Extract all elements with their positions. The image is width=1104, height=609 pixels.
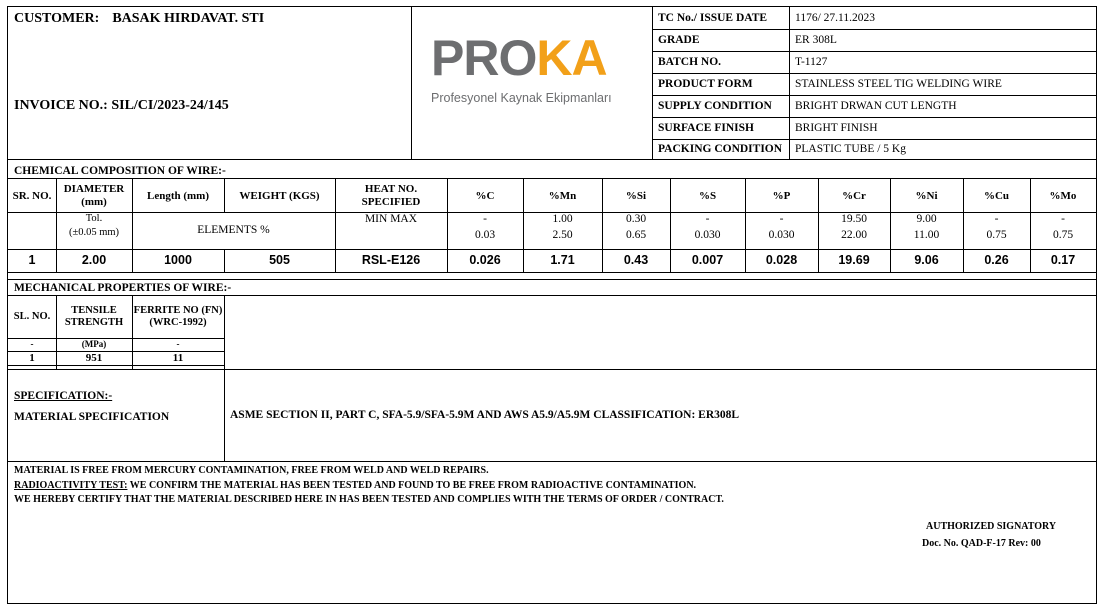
info-value: BRIGHT DRWAN CUT LENGTH — [795, 100, 957, 112]
minmax-label: MIN MAX — [364, 213, 418, 225]
chem-row-cell: 0.026 — [469, 253, 501, 268]
spec-min: 19.50 — [841, 213, 867, 225]
chemical-title: CHEMICAL COMPOSITION OF WIRE:- — [14, 165, 226, 177]
mech-header: SL. NO. — [13, 310, 51, 322]
info-value: PLASTIC TUBE / 5 Kg — [795, 143, 906, 155]
certificate-page — [7, 6, 1097, 604]
chem-row-cell: 2.00 — [81, 253, 107, 268]
material-specification-label: MATERIAL SPECIFICATION — [14, 411, 170, 423]
chem-header: %P — [772, 189, 791, 202]
chem-header: %C — [475, 189, 495, 202]
info-label: TC No./ ISSUE DATE — [658, 12, 768, 24]
info-label: BATCH NO. — [658, 56, 722, 68]
chem-header: Length (mm) — [146, 189, 210, 202]
chem-row-cell: 19.69 — [838, 253, 870, 268]
info-label: SURFACE FINISH — [658, 122, 754, 134]
spec-max: 0.030 — [768, 229, 795, 241]
spec-max: 0.75 — [1052, 229, 1074, 241]
spec-min: - — [994, 213, 999, 225]
info-label: PRODUCT FORM — [658, 78, 753, 90]
mechanical-title: MECHANICAL PROPERTIES OF WIRE:- — [14, 282, 232, 294]
mech-row-cell: 1 — [29, 351, 35, 364]
chem-header: SR. NO. — [12, 189, 52, 202]
mech-row-cell: 951 — [85, 351, 103, 364]
authorized-signatory: AUTHORIZED SIGNATORY — [926, 521, 1057, 532]
chem-row-cell: RSL-E126 — [361, 253, 421, 268]
mech-row-cell: 11 — [172, 351, 184, 364]
spec-min: - — [779, 213, 784, 225]
spec-max: 0.030 — [694, 229, 721, 241]
info-label: GRADE — [658, 34, 700, 46]
invoice-label: INVOICE NO.: — [14, 98, 108, 113]
chem-row-cell: 0.26 — [984, 253, 1009, 268]
info-label: SUPPLY CONDITION — [658, 100, 772, 112]
note-radioactivity — [14, 480, 696, 491]
info-value: STAINLESS STEEL TIG WELDING WIRE — [795, 78, 1002, 90]
logo-tagline: Profesyonel Kaynak Ekipmanları — [431, 91, 612, 105]
tol-value: (±0.05 mm) — [68, 227, 120, 238]
chem-row-cell: 0.007 — [691, 253, 724, 268]
spec-min: 0.30 — [625, 213, 647, 225]
tol-label: Tol. — [85, 213, 103, 224]
specification-title: SPECIFICATION:- — [14, 390, 113, 402]
elements-label: ELEMENTS % — [197, 224, 270, 237]
invoice — [14, 98, 229, 114]
radioactivity-label: RADIOACTIVITY TEST: — [14, 480, 128, 491]
mech-header: TENSILE STRENGTH — [64, 304, 124, 328]
logo-text-pro: PRO — [431, 30, 537, 86]
chem-row-cell: 505 — [269, 253, 290, 268]
customer-label: CUSTOMER: — [14, 11, 100, 26]
spec-max: 0.65 — [625, 229, 647, 241]
chem-header: %Mn — [548, 189, 577, 202]
invoice-number: SIL/CI/2023-24/145 — [111, 98, 229, 113]
mech-unit: - — [176, 339, 180, 350]
chem-row-cell: 1 — [28, 253, 36, 268]
note-mercury: MATERIAL IS FREE FROM MERCURY CONTAMINATION, FREE FROM WELD AND WELD REPAIRS. — [14, 465, 489, 476]
chem-row-cell: 0.17 — [1050, 253, 1076, 268]
spec-min: - — [705, 213, 710, 225]
customer — [14, 11, 264, 27]
spec-max: 0.75 — [986, 229, 1007, 241]
mech-header: FERRITE NO (FN) (WRC-1992) — [133, 304, 223, 328]
logo-text-ka: KA — [536, 30, 607, 86]
spec-min: - — [483, 213, 487, 225]
spec-max: 2.50 — [552, 229, 573, 241]
info-label: PACKING CONDITION — [658, 143, 783, 155]
note-certify: WE HEREBY CERTIFY THAT THE MATERIAL DESCRIBED HERE IN HAS BEEN TESTED AND COMPLIES WITH THE TERMS OF ORDER / CONTRACT. — [14, 494, 724, 505]
chem-row-cell: 0.43 — [623, 253, 649, 268]
chem-header: WEIGHT (KGS) — [239, 189, 320, 202]
chem-header: %Mo — [1049, 189, 1077, 202]
material-specification-value: ASME SECTION II, PART C, SFA-5.9/SFA-5.9M AND AWS A5.9/A5.9M CLASSIFICATION: ER308L — [230, 409, 740, 421]
spec-max: 22.00 — [841, 229, 867, 241]
chem-header: %Cu — [983, 189, 1010, 202]
spec-min: 1.00 — [552, 213, 573, 225]
chem-header: %Cr — [842, 189, 866, 202]
info-value: BRIGHT FINISH — [795, 122, 878, 134]
info-value: ER 308L — [795, 34, 837, 46]
spec-max: 0.03 — [474, 229, 496, 241]
radioactivity-text: WE CONFIRM THE MATERIAL HAS BEEN TESTED AND FOUND TO BE FREE FROM RADIOACTIVE CONTAMINATION. — [127, 480, 697, 491]
document-number: Doc. No. QAD-F-17 Rev: 00 — [922, 538, 1041, 549]
chem-header: %S — [698, 189, 717, 202]
chem-row-cell: 9.06 — [914, 253, 939, 268]
customer-name: BASAK HIRDAVAT. STI — [112, 11, 265, 26]
info-value: T-1127 — [795, 56, 828, 68]
chem-row-cell: 0.028 — [765, 253, 798, 268]
info-value: 1176/ 27.11.2023 — [795, 12, 875, 24]
mech-unit: - — [30, 339, 34, 350]
chem-header: HEAT NO. SPECIFIED — [361, 183, 421, 208]
spec-min: - — [1061, 213, 1065, 225]
spec-max: 11.00 — [913, 229, 940, 241]
spec-min: 9.00 — [916, 213, 937, 225]
chem-row-cell: 1.71 — [550, 253, 575, 268]
chem-row-cell: 1000 — [164, 253, 192, 268]
chem-header: %Ni — [915, 189, 938, 202]
proka-logo — [411, 7, 652, 159]
chem-header: %Si — [625, 189, 647, 202]
mech-unit: (MPa) — [81, 339, 107, 350]
chem-header: DIAMETER (mm) — [63, 183, 125, 208]
